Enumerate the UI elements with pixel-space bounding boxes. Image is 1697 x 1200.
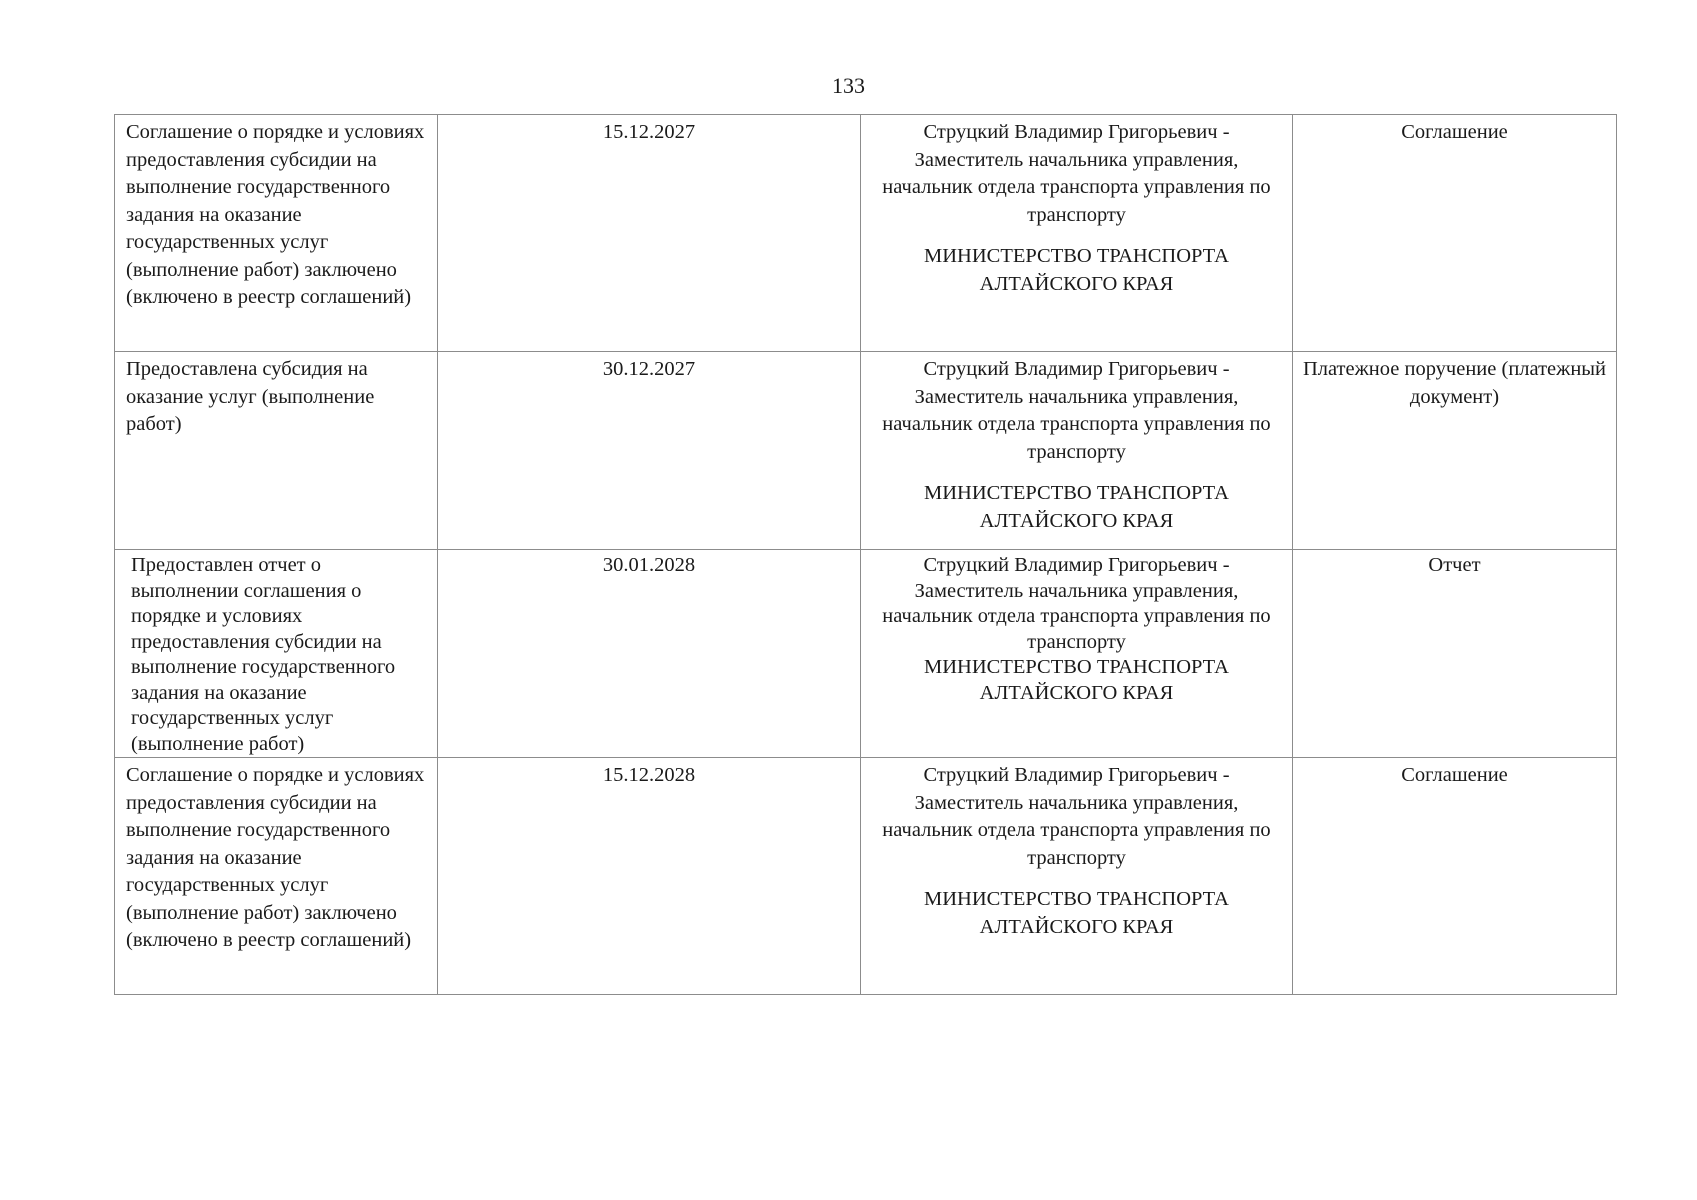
table-row — [115, 115, 1617, 352]
responsible-person: Струцкий Владимир Григорьевич - Заместитель начальника управления, начальник отдела транспорта управления по транспорту — [882, 764, 1271, 869]
event-cell — [115, 758, 438, 995]
table-row — [115, 758, 1617, 995]
document-cell — [1293, 758, 1617, 995]
organization-name: МИНИСТЕРСТВО ТРАНСПОРТА АЛТАЙСКОГО КРАЯ — [924, 482, 1229, 532]
organization-name: МИНИСТЕРСТВО ТРАНСПОРТА АЛТАЙСКОГО КРАЯ — [924, 656, 1229, 704]
responsible-person: Струцкий Владимир Григорьевич - Заместитель начальника управления, начальник отдела транспорта управления по транспорту — [882, 554, 1271, 653]
date-text: 30.01.2028 — [602, 554, 696, 576]
organization-name: МИНИСТЕРСТВО ТРАНСПОРТА АЛТАЙСКОГО КРАЯ — [924, 245, 1229, 295]
responsible-cell — [861, 758, 1293, 995]
document-cell — [1293, 352, 1617, 550]
date-cell — [438, 550, 861, 758]
event-cell — [115, 115, 438, 352]
date-cell — [438, 115, 861, 352]
event-text: Соглашение о порядке и условиях предоставления субсидии на выполнение государственного задания на оказание государственных услуг (выполнение работ) заключено (включено в реестр соглашений) — [126, 764, 425, 951]
control-points-table — [114, 114, 1617, 995]
document-type: Соглашение — [1401, 764, 1508, 786]
event-text: Предоставлен отчет о выполнении соглашения о порядке и условиях предоставления субсидии на выполнение государственного задания на оказание государственных услуг (выполнение работ) — [131, 554, 396, 755]
responsible-cell — [861, 550, 1293, 758]
page-number: 133 — [832, 73, 865, 98]
date-text: 15.12.2027 — [602, 121, 696, 143]
event-text: Соглашение о порядке и условиях предоставления субсидии на выполнение государственного задания на оказание государственных услуг (выполнение работ) заключено (включено в реестр соглашений) — [126, 121, 425, 308]
responsible-cell — [861, 352, 1293, 550]
date-text: 30.12.2027 — [602, 358, 696, 380]
responsible-person: Струцкий Владимир Григорьевич - Заместитель начальника управления, начальник отдела транспорта управления по транспорту — [882, 121, 1271, 226]
document-type: Соглашение — [1401, 121, 1508, 143]
document-cell — [1293, 115, 1617, 352]
responsible-person: Струцкий Владимир Григорьевич - Заместитель начальника управления, начальник отдела транспорта управления по транспорту — [882, 358, 1271, 463]
responsible-cell — [861, 115, 1293, 352]
date-cell — [438, 758, 861, 995]
date-text: 15.12.2028 — [602, 764, 696, 786]
document-type: Платежное поручение (платежный документ) — [1302, 358, 1607, 408]
document-type: Отчет — [1428, 554, 1481, 576]
event-cell — [115, 550, 438, 758]
table-row — [115, 550, 1617, 758]
event-cell — [115, 352, 438, 550]
date-cell — [438, 352, 861, 550]
event-text: Предоставлена субсидия на оказание услуг (выполнение работ) — [126, 358, 375, 435]
organization-name: МИНИСТЕРСТВО ТРАНСПОРТА АЛТАЙСКОГО КРАЯ — [924, 888, 1229, 938]
table-row — [115, 352, 1617, 550]
document-cell — [1293, 550, 1617, 758]
